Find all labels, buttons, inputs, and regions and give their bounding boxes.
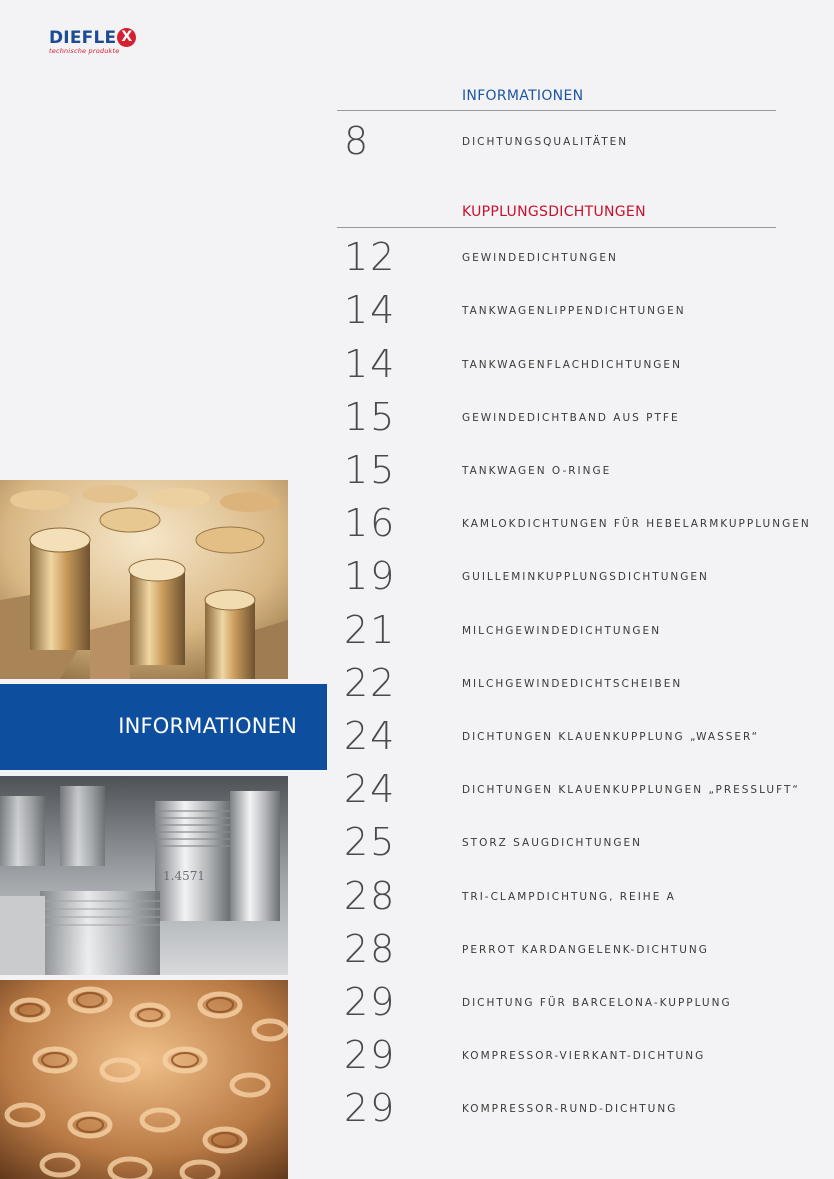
toc-page-number: 28 [344,927,397,971]
steel-stamp-text: 1.4571 [163,869,205,883]
toc-page-number: 22 [344,661,397,705]
toc-page-number: 24 [344,714,397,758]
toc-entry[interactable] [344,876,794,916]
toc-page-number: 15 [344,395,397,439]
toc-page-number: 25 [344,820,397,864]
toc-entry[interactable] [344,344,794,384]
toc-entry-title: TANKWAGENFLACHDICHTUNGEN [462,359,682,371]
toc-entry-title: MILCHGEWINDEDICHTSCHEIBEN [462,678,683,690]
logo-tagline: technische produkte [49,47,120,55]
toc-page-number: 16 [344,501,397,545]
toc-entry-title: KOMPRESSOR-VIERKANT-DICHTUNG [462,1050,706,1062]
toc-entry[interactable] [344,822,794,862]
toc-entry[interactable] [344,610,794,650]
section-divider [337,110,776,111]
toc-entry[interactable] [344,767,800,811]
section-divider [337,227,776,228]
toc-entry[interactable] [344,121,794,161]
toc-entry-title: TRI-CLAMPDICHTUNG, REIHE A [462,891,676,903]
section-banner-label: INFORMATIONEN [118,714,297,738]
section-title-kupplungsdichtungen: KUPPLUNGSDICHTUNGEN [462,204,646,220]
toc-entry[interactable] [344,663,794,703]
toc-page-number: 8 [344,119,371,163]
dieflex-logo [49,28,136,55]
toc-page-number: 29 [344,980,397,1024]
brass-fittings-photo [0,480,288,679]
toc-entry[interactable] [344,1035,794,1075]
logo-wordmark: DIEFLE [49,27,117,48]
toc-entry-title: GEWINDEDICHTUNGEN [462,252,618,264]
toc-entry-title: DICHTUNG FÜR BARCELONA-KUPPLUNG [462,997,732,1009]
toc-page-number: 24 [344,767,397,811]
toc-page-number: 15 [344,448,397,492]
toc-entry-title: TANKWAGEN O-RINGE [462,465,612,477]
toc-page-number: 12 [344,235,397,279]
toc-page-number: 14 [344,342,397,386]
toc-entry[interactable] [344,1088,794,1128]
toc-entry-title: KAMLOKDICHTUNGEN FÜR HEBELARMKUPPLUNGEN [462,518,811,530]
toc-entry-title: KOMPRESSOR-RUND-DICHTUNG [462,1103,678,1115]
toc-entry-title: PERROT KARDANGELENK-DICHTUNG [462,944,709,956]
toc-entry-title: GEWINDEDICHTBAND AUS PTFE [462,412,680,424]
bronze-parts-photo [0,980,288,1179]
toc-entry[interactable] [344,501,811,545]
toc-entry-title: MILCHGEWINDEDICHTUNGEN [462,625,662,637]
toc-entry[interactable] [344,397,794,437]
toc-entry-title: TANKWAGENLIPPENDICHTUNGEN [462,305,686,317]
toc-page-number: 14 [344,288,397,332]
section-banner [0,684,327,770]
toc-entry[interactable] [344,450,794,490]
toc-entry[interactable] [344,290,794,330]
toc-entry[interactable] [344,716,794,756]
toc-entry[interactable] [344,237,794,277]
toc-page-number: 29 [344,1086,397,1130]
toc-entry[interactable] [344,929,794,969]
toc-entry-title: DICHTUNGEN KLAUENKUPPLUNGEN „PRESSLUFT“ [462,784,800,796]
toc-page-number: 29 [344,1033,397,1077]
toc-entry-title: GUILLEMINKUPPLUNGSDICHTUNGEN [462,571,709,583]
toc-page-number: 19 [344,554,397,598]
toc-entry-title: STORZ SAUGDICHTUNGEN [462,837,643,849]
steel-fittings-photo [0,776,288,975]
logo-x-badge: X [117,28,136,47]
section-title-informationen: INFORMATIONEN [462,88,584,104]
toc-entry[interactable] [344,556,794,596]
toc-entry[interactable] [344,982,794,1022]
toc-entry-title: DICHTUNGEN KLAUENKUPPLUNG „WASSER“ [462,731,760,743]
toc-page-number: 28 [344,874,397,918]
toc-page-number: 21 [344,608,397,652]
toc-entry-title: DICHTUNGSQUALITÄTEN [462,136,629,148]
